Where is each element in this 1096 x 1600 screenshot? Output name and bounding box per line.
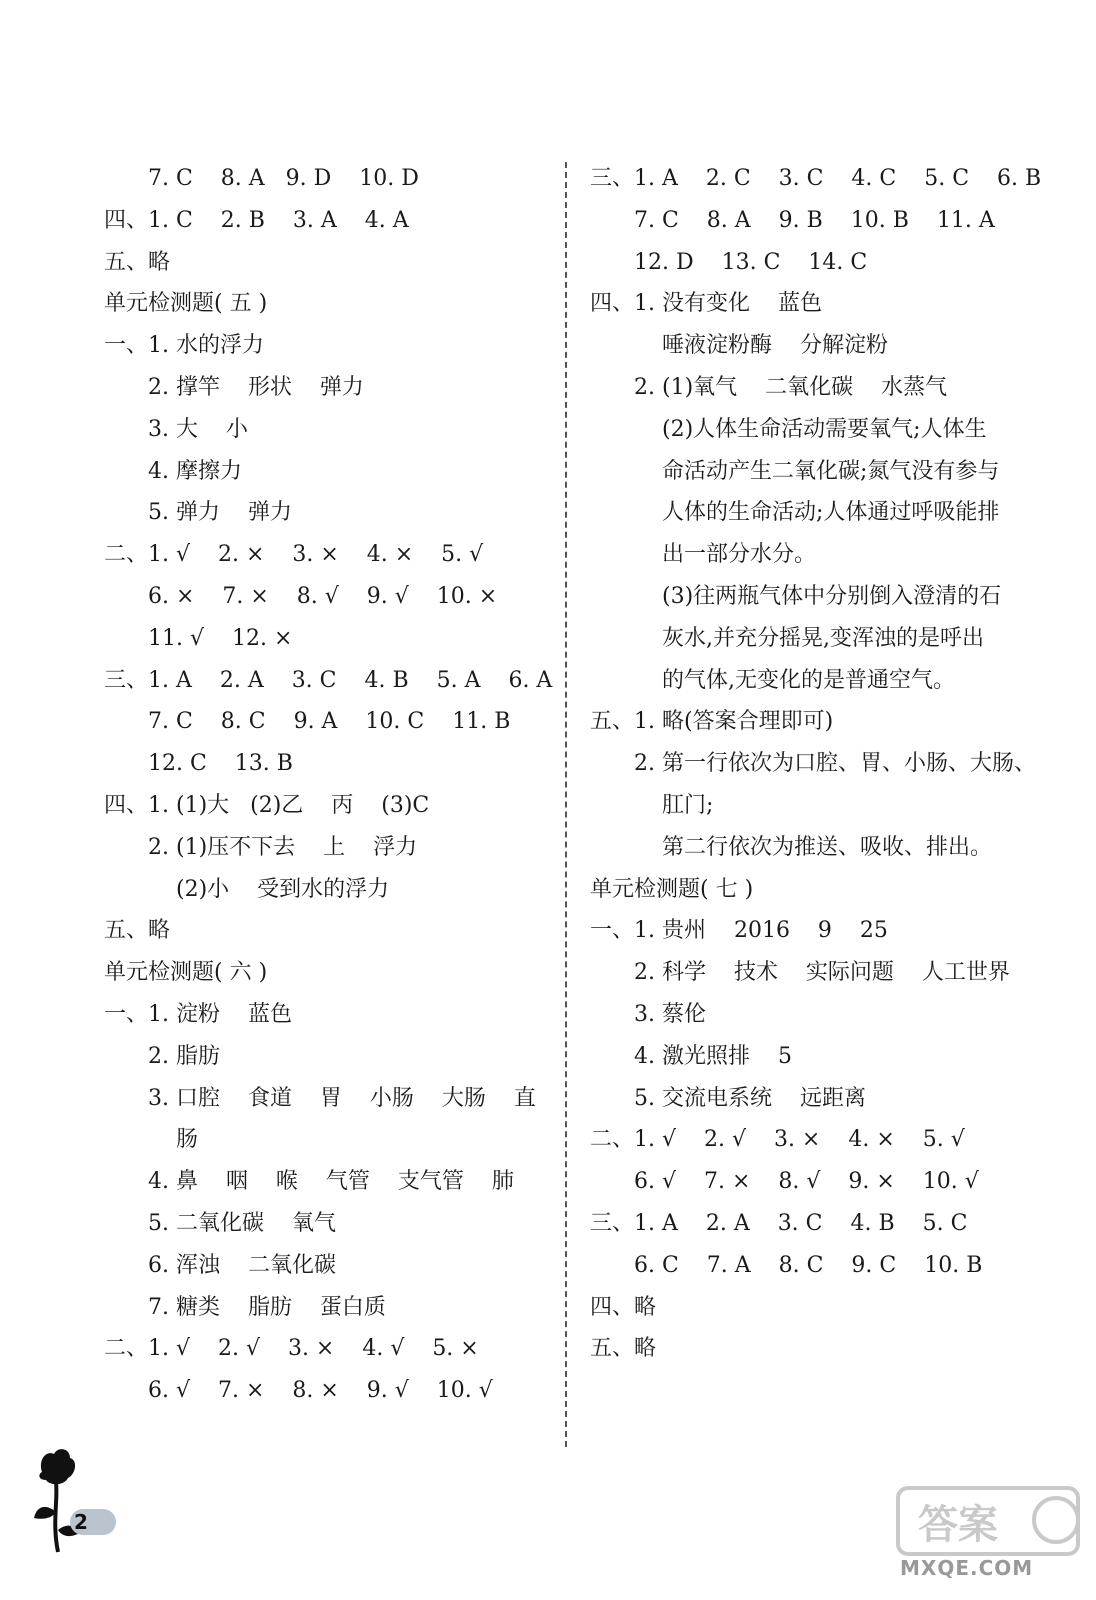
right-answer-line: 4. 激光照排 5 [634,1043,792,1069]
left-answer-line: 2. 撑竿 形状 弹力 [148,374,364,400]
right-answer-line: 6. C 7. A 8. C 9. C 10. B [634,1252,983,1278]
left-answer-line: 4. 摩擦力 [148,458,242,484]
right-answer-line: 命活动产生二氧化碳;氮气没有参与 [662,458,1000,484]
left-answer-line: (2)小 受到水的浮力 [176,876,390,902]
left-answer-line: 三、1. A 2. A 3. C 4. B 5. A 6. A [104,667,553,693]
right-answer-line: 一、1. 贵州 2016 9 25 [590,918,888,944]
rose-icon [28,1442,128,1562]
left-answer-line: 四、1. C 2. B 3. A 4. A [104,207,409,233]
right-answer-line: 2. 第一行依次为口腔、胃、小肠、大肠、 [634,751,1036,777]
left-answer-line: 11. √ 12. × [148,625,293,651]
left-answer-line: 3. 口腔 食道 胃 小肠 大肠 直 [148,1085,536,1111]
left-answer-line: 二、1. √ 2. × 3. × 4. × 5. √ [104,542,484,568]
right-answer-line: 6. √ 7. × 8. √ 9. × 10. √ [634,1169,979,1195]
left-answer-line: 五、略 [104,918,171,944]
right-answer-line: 2. (1)氧气 二氧化碳 水蒸气 [634,374,948,400]
right-answer-line: 五、略 [590,1336,657,1362]
watermark-url: MXQE.COM [900,1556,1034,1580]
left-answer-line: 4. 鼻 咽 喉 气管 支气管 肺 [148,1169,514,1195]
right-answer-line: 肛门; [662,792,714,818]
svg-text:答案: 答案 [918,1502,998,1548]
left-answer-line: 一、1. 淀粉 蓝色 [104,1001,292,1027]
column-divider [565,162,567,1447]
right-answer-line: 人体的生命活动;人体通过呼吸能排 [662,500,1000,526]
right-answer-line: 三、1. A 2. C 3. C 4. C 5. C 6. B [590,166,1042,191]
right-answer-line: 出一部分水分。 [662,542,817,568]
left-answer-line: 单元检测题( 五 ) [104,291,268,317]
left-answer-line: 二、1. √ 2. √ 3. × 4. √ 5. × [104,1336,479,1362]
left-answer-line: 3. 大 小 [148,416,248,442]
left-answer-line: 6. √ 7. × 8. × 9. √ 10. √ [148,1378,493,1404]
right-answer-line: 灰水,并充分摇晃,变浑浊的是呼出 [662,625,984,651]
left-answer-line: 5. 二氧化碳 氧气 [148,1210,336,1236]
right-answer-line: 四、1. 没有变化 蓝色 [590,291,822,317]
left-answer-line: 四、1. (1)大 (2)乙 丙 (3)C [104,792,430,818]
right-answer-line: (3)往两瓶气体中分别倒入澄清的石 [662,583,1002,609]
right-answer-line: 单元检测题( 七 ) [590,876,754,902]
right-answer-line: 7. C 8. A 9. B 10. B 11. A [634,207,995,233]
left-answer-line: 5. 弹力 弹力 [148,500,292,526]
right-answer-line: 5. 交流电系统 远距离 [634,1085,866,1111]
right-answer-line: 12. D 13. C 14. C [634,249,868,275]
left-answer-column [104,158,554,1412]
left-answer-line: 6. 浑浊 二氧化碳 [148,1252,336,1278]
right-answer-line: 四、略 [590,1294,657,1320]
left-answer-line: 7. C 8. A 9. D 10. D [148,166,419,191]
left-answer-line: 单元检测题( 六 ) [104,960,268,986]
right-answer-line: 第二行依次为推送、吸收、排出。 [662,834,993,860]
right-answer-line: 3. 蔡伦 [634,1001,706,1027]
left-answer-line: 肠 [176,1127,199,1153]
left-answer-line: 6. × 7. × 8. √ 9. √ 10. × [148,583,498,609]
left-answer-line: 12. C 13. B [148,751,293,777]
left-answer-line: 2. (1)压不下去 上 浮力 [148,834,418,860]
left-answer-line: 7. C 8. C 9. A 10. C 11. B [148,709,511,735]
right-answer-line: 五、1. 略(答案合理即可) [590,709,834,735]
right-answer-line: (2)人体生命活动需要氧气;人体生 [662,416,987,442]
left-answer-line: 五、略 [104,249,171,275]
page-number: 2 [70,1509,116,1535]
right-answer-line: 2. 科学 技术 实际问题 人工世界 [634,960,1010,986]
right-answer-line: 的气体,无变化的是普通空气。 [662,667,955,693]
left-answer-line: 2. 脂肪 [148,1043,220,1069]
left-answer-line: 7. 糖类 脂肪 蛋白质 [148,1294,386,1320]
right-answer-line: 三、1. A 2. A 3. C 4. B 5. C [590,1210,968,1236]
right-answer-column [590,158,1040,1370]
right-answer-line: 二、1. √ 2. √ 3. × 4. × 5. √ [590,1127,965,1153]
right-answer-line: 唾液淀粉酶 分解淀粉 [662,333,888,359]
left-answer-line: 一、1. 水的浮力 [104,333,264,359]
